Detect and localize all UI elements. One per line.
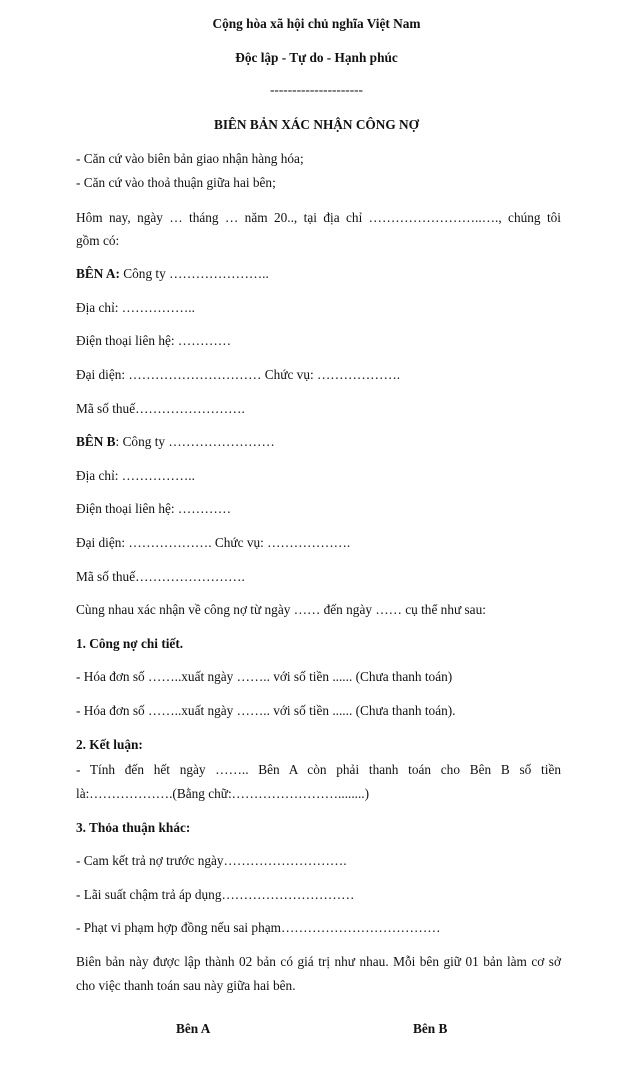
party-b-tax-code: Mã số thuế……………………. <box>76 569 245 584</box>
section-3-heading: 3. Thỏa thuận khác: <box>76 820 191 835</box>
party-a-company: Công ty ………………….. <box>119 266 269 281</box>
intro-line-2: gồm có: <box>76 233 120 248</box>
party-a-address: Địa chỉ: …………….. <box>76 300 195 315</box>
document-title: BIÊN BẢN XÁC NHẬN CÔNG NỢ <box>213 117 419 132</box>
conclusion-line-1: - Tính đến hết ngày …….. Bên A còn phải thanh toán cho Bên B số tiền <box>76 762 561 777</box>
closing-line-1: Biên bản này được lập thành 02 bản có giá trị như nhau. Mỗi bên giữ 01 bản làm cơ sở <box>76 954 561 969</box>
conclusion-line-2: là:……………….(Bằng chữ:……………………........) <box>76 786 370 801</box>
party-a-phone: Điện thoại liên hệ: ………… <box>76 333 232 348</box>
intro-line-1: Hôm nay, ngày … tháng … năm 20.., tại địa chỉ ……………………..…., chúng tôi <box>76 210 561 225</box>
section-1-heading: 1. Công nợ chi tiết. <box>76 636 184 651</box>
party-b-label: BÊN B <box>76 434 116 449</box>
agreement-line-2: - Lãi suất chậm trả áp dụng………………………… <box>76 887 355 902</box>
country-name: Cộng hòa xã hội chủ nghĩa Việt Nam <box>212 16 421 31</box>
signature-party-b: Bên B <box>413 1021 448 1036</box>
confirm-period-line: Cùng nhau xác nhận về công nợ từ ngày …… đến ngày …… cụ thể như sau: <box>76 602 486 617</box>
party-b-representative: Đại diện: ………………. Chức vụ: ………………. <box>76 535 351 550</box>
party-a-label: BÊN A: <box>76 266 120 281</box>
party-b-phone: Điện thoại liên hệ: ………… <box>76 501 232 516</box>
party-b-company-line <box>76 434 561 450</box>
national-motto: Độc lập - Tự do - Hạnh phúc <box>235 50 398 65</box>
invoice-line-1: - Hóa đơn số ……..xuất ngày …….. với số tiền ...... (Chưa thanh toán) <box>76 669 453 684</box>
signature-party-a: Bên A <box>176 1021 211 1036</box>
closing-line-2: cho việc thanh toán sau này giữa hai bên. <box>76 978 296 993</box>
party-a-tax-code: Mã số thuế……………………. <box>76 401 245 416</box>
agreement-line-3: - Phạt vi phạm hợp đồng nếu sai phạm……………………………… <box>76 920 441 935</box>
party-b-company: : Công ty …………………… <box>115 434 275 449</box>
basis-line-1: - Căn cứ vào biên bản giao nhận hàng hóa; <box>76 151 304 166</box>
party-a-representative: Đại diện: ………………………… Chức vụ: ………………. <box>76 367 401 382</box>
header-separator: --------------------- <box>270 82 363 97</box>
section-2-heading: 2. Kết luận: <box>76 737 143 752</box>
party-a-company-line <box>76 266 561 282</box>
agreement-line-1: - Cam kết trả nợ trước ngày………………………. <box>76 853 347 868</box>
party-b-address: Địa chỉ: …………….. <box>76 468 195 483</box>
basis-line-2: - Căn cứ vào thoả thuận giữa hai bên; <box>76 175 276 190</box>
invoice-line-2: - Hóa đơn số ……..xuất ngày …….. với số tiền ...... (Chưa thanh toán). <box>76 703 456 718</box>
